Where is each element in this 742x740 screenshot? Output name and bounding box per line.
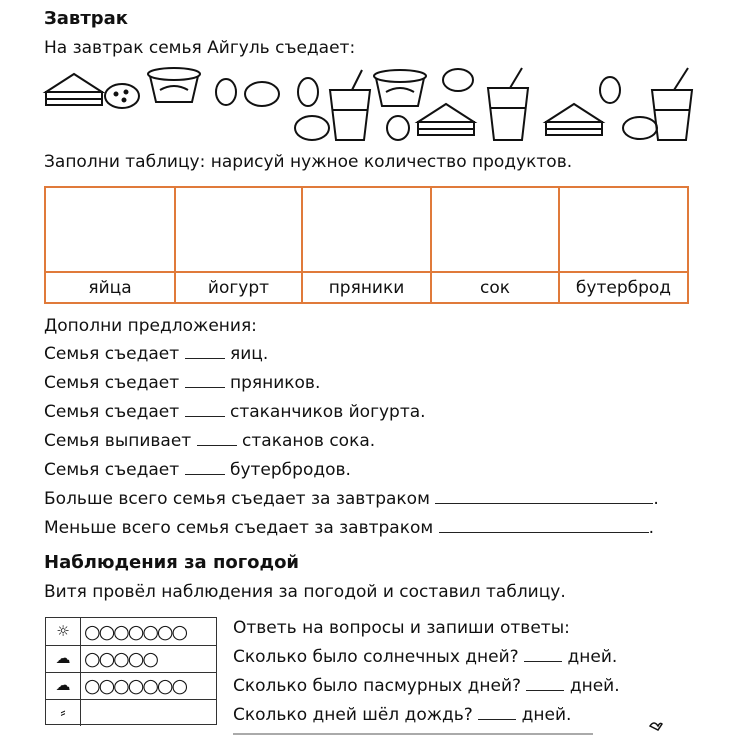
yogurt-icon: [148, 68, 200, 102]
breakfast-intro: На завтрак семья Айгуль съедает:: [44, 38, 356, 58]
yogurt-icon: [374, 70, 426, 106]
sentence-least: Меньше всего семья съедает за завтраком .: [44, 518, 655, 538]
day-circles: ○○○○○: [84, 648, 157, 670]
juice-glass-icon: [488, 68, 528, 140]
question-sunny: Сколько было солнечных дней? дней.: [233, 647, 618, 667]
small-bird-icon: [648, 718, 664, 734]
sentence-sandwich: Семья съедает бутербродов.: [44, 460, 351, 480]
column-juice: сок: [479, 278, 510, 298]
column-sandwich: бутерброд: [575, 278, 672, 298]
weather-intro: Витя провёл наблюдения за погодой и составил таблицу.: [44, 582, 566, 602]
column-yogurt: йогурт: [207, 278, 270, 298]
column-gingerbread: пряники: [328, 278, 405, 298]
cookie-icon: [105, 84, 139, 108]
weather-table: [45, 617, 217, 725]
sandwich-icon: [546, 104, 602, 135]
cloud-icon: ☁: [46, 645, 81, 672]
sentence-eggs: Семья съедает яиц.: [44, 344, 269, 364]
food-count-table: [44, 186, 689, 304]
weather-row-rain: [46, 699, 216, 726]
cutoff-text-line: [233, 733, 593, 740]
question-rain: Сколько дней шёл дождь? дней.: [233, 705, 572, 725]
column-eggs: яйца: [88, 278, 132, 298]
day-circles: ○○○○○○○: [84, 621, 187, 643]
food-pictures: [40, 62, 705, 146]
supplement-title: Дополни предложения:: [44, 316, 257, 336]
cookie-icon: [295, 116, 329, 140]
cookie-icon: [623, 117, 657, 139]
sentence-juice: Семья выпивает стаканов сока.: [44, 431, 376, 451]
sentence-gingerbread: Семья съедает пряников.: [44, 373, 321, 393]
breakfast-title: Завтрак: [44, 8, 129, 29]
sandwich-icon: [46, 74, 102, 105]
egg-icon: [600, 77, 620, 103]
sentence-yogurt: Семья съедает стаканчиков йогурта.: [44, 402, 426, 422]
weather-row-sunny: [46, 618, 216, 646]
answer-prompt: Ответь на вопросы и запиши ответы:: [233, 618, 570, 638]
egg-icon: [216, 79, 236, 105]
juice-glass-icon: [330, 70, 370, 140]
egg-icon: [387, 116, 409, 140]
weather-title: Наблюдения за погодой: [44, 552, 300, 573]
juice-glass-icon: [652, 68, 692, 140]
sun-cloud-icon: ☁: [46, 672, 81, 699]
sentence-most: Больше всего семья съедает за завтраком .: [44, 489, 659, 509]
rain-icon: ⸗: [46, 699, 81, 726]
egg-icon: [298, 78, 318, 106]
sandwich-icon: [418, 104, 474, 135]
cookie-icon: [245, 82, 279, 106]
weather-row-overcast: [46, 672, 216, 700]
day-circles: ○○○○○○○: [84, 675, 187, 697]
table-instruction: Заполни таблицу: нарисуй нужное количество продуктов.: [44, 152, 573, 172]
sun-icon: ☼: [46, 618, 81, 645]
weather-row-cloudy: [46, 645, 216, 673]
question-cloudy: Сколько было пасмурных дней? дней.: [233, 676, 620, 696]
cookie-icon: [443, 69, 473, 91]
